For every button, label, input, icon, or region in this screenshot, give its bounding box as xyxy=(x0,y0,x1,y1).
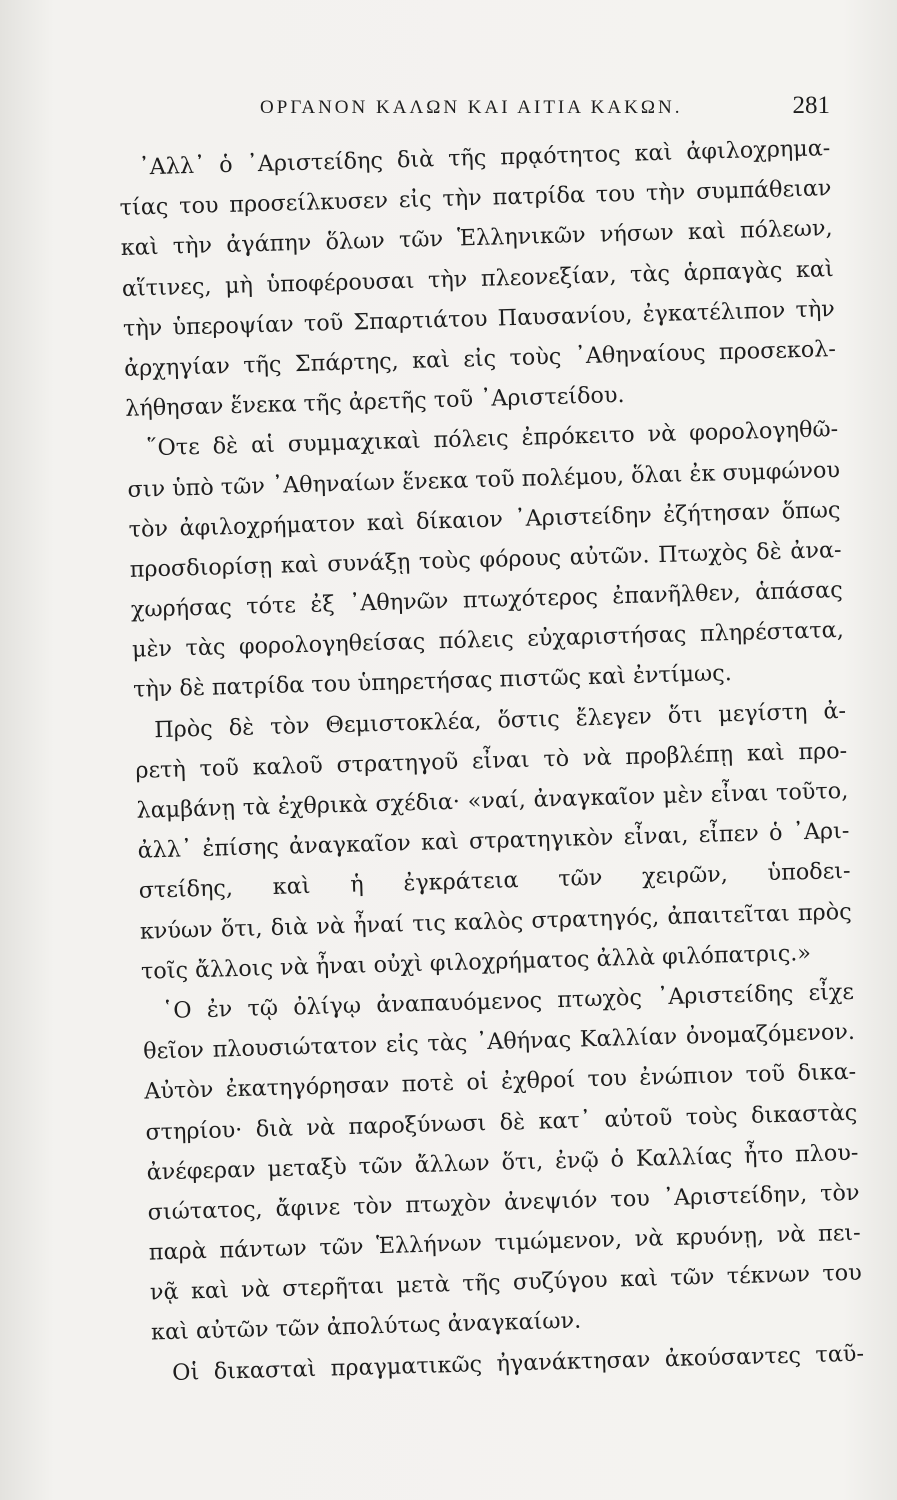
page-header xyxy=(150,92,830,120)
text-line: σιώτατος, ἄφινε τὸν πτωχὸν ἀνεψιόν του ᾿Αριστείδην, τὸν xyxy=(147,1179,860,1226)
text-line: Οἱ δικασταὶ πραγματικῶς ἠγανάκτησαν ἀκούσαντες ταῦ- xyxy=(171,1340,865,1386)
text-line: καὶ αὐτῶν τῶν ἀπολύτως ἀναγκαίων. xyxy=(150,1307,582,1346)
text-line: ᾿Αλλ᾿ ὁ ᾿Αριστείδης διὰ τῆς πρᾳότητος καὶ ἀφιλοχρημα- xyxy=(138,135,831,181)
text-line: Πρὸς δὲ τὸν Θεμιστοκλέα, ὅστις ἔλεγεν ὅτι μεγίστη ἀ- xyxy=(153,697,847,743)
text-line: αἵτινες, μὴ ὑποφέρουσαι τὴν πλεονεξίαν, τὰς ἁρπαγὰς καὶ xyxy=(121,255,835,302)
text-line: τὸν ἀφιλοχρήματον καὶ δίκαιον ᾿Αριστείδην ἐζήτησαν ὅπως xyxy=(128,496,841,543)
text-line: ἀνέφεραν μεταξὺ τῶν ἄλλων ὅτι, ἐνῷ ὁ Καλλίας ἦτο πλου- xyxy=(146,1139,859,1186)
text-line: τίας του προσείλκυσεν εἰς τὴν πατρίδα του τὴν συμπάθειαν xyxy=(119,175,832,222)
running-title: ΟΡΓΑΝΟΝ ΚΑΛΩΝ ΚΑΙ ΑΙΤΙΑ ΚΑΚΩΝ. xyxy=(260,97,683,118)
text-line: θεῖον πλουσιώτατον εἰς τὰς ᾿Αθήνας Καλλίαν ὀνομαζόμενον. xyxy=(142,1018,856,1065)
body-text xyxy=(118,128,865,1393)
text-line: στείδης, καὶ ἡ ἐγκράτεια τῶν χειρῶν, ὑποδει- xyxy=(138,858,851,905)
text-line: ῞Οτε δὲ αἱ συμμαχικαὶ πόλεις ἐπρόκειτο νὰ φορολογηθῶ- xyxy=(146,416,839,462)
text-line: προσδιορίσῃ καὶ συνάξῃ τοὺς φόρους αὐτῶν. Πτωχὸς δὲ ἀνα- xyxy=(129,536,842,583)
text-line: ρετὴ τοῦ καλοῦ στρατηγοῦ εἶναι τὸ νὰ προβλέπῃ καὶ προ- xyxy=(135,737,848,784)
text-line: ἀρχηγίαν τῆς Σπάρτης, καὶ εἰς τοὺς ᾿Αθηναίους προσεκολ- xyxy=(123,335,837,382)
text-line: τὴν ὑπεροψίαν τοῦ Σπαρτιάτου Παυσανίου, ἐγκατέλιπον τὴν xyxy=(122,295,836,342)
text-line: μὲν τὰς φορολογηθείσας πόλεις εὐχαριστήσας πληρέστατα, xyxy=(131,617,845,664)
text-line: χωρήσας τότε ἐξ ᾿Αθηνῶν πτωχότερος ἐπανῆλθεν, ἁπάσας xyxy=(130,577,843,623)
text-line: παρὰ πάντων τῶν Ἑλλήνων τιμώμενον, νὰ κρυόνῃ, νὰ πει- xyxy=(148,1219,861,1266)
text-line: τοῖς ἄλλοις νὰ ἦναι οὐχὶ φιλοχρήματος ἀλλὰ φιλόπατρις.» xyxy=(140,939,812,985)
text-line: ῾Ο ἐν τῷ ὀλίγῳ ἀναπαυόμενος πτωχὸς ᾿Αριστείδης εἶχε xyxy=(161,978,855,1025)
page-number: 281 xyxy=(792,92,830,119)
text-line: στηρίου· διὰ νὰ παροξύνωσι δὲ κατ᾿ αὐτοῦ τοὺς δικαστὰς xyxy=(145,1099,858,1146)
text-line: λαμβάνῃ τὰ ἐχθρικὰ σχέδια· «ναί, ἀναγκαῖον μὲν εἶναι τοῦτο, xyxy=(136,777,849,824)
text-line: καὶ τὴν ἀγάπην ὅλων τῶν Ἑλληνικῶν νήσων καὶ πόλεων, xyxy=(120,215,833,262)
text-line: κνύων ὅτι, διὰ νὰ ἦναί τις καλὸς στρατηγός, ἀπαιτεῖται πρὸς xyxy=(139,898,852,945)
text-line: σιν ὑπὸ τῶν ᾿Αθηναίων ἕνεκα τοῦ πολέμου, ὅλαι ἐκ συμφώνου xyxy=(127,456,841,503)
text-line: Αὐτὸν ἐκατηγόρησαν ποτὲ οἱ ἐχθροί του ἐνώπιον τοῦ δικα- xyxy=(144,1059,857,1105)
text-line: νᾷ καὶ νὰ στερῆται μετὰ τῆς συζύγου καὶ τῶν τέκνων του xyxy=(149,1259,863,1306)
text-line: λήθησαν ἕνεκα τῆς ἀρετῆς τοῦ ᾿Αριστείδου. xyxy=(124,382,625,423)
text-line: τὴν δὲ πατρίδα του ὑπηρετήσας πιστῶς καὶ ἐντίμως. xyxy=(132,660,733,704)
text-line: ἀλλ᾿ ἐπίσης ἀναγκαῖον καὶ στρατηγικὸν εἶναι, εἶπεν ὁ ᾿Αρι- xyxy=(137,818,850,864)
